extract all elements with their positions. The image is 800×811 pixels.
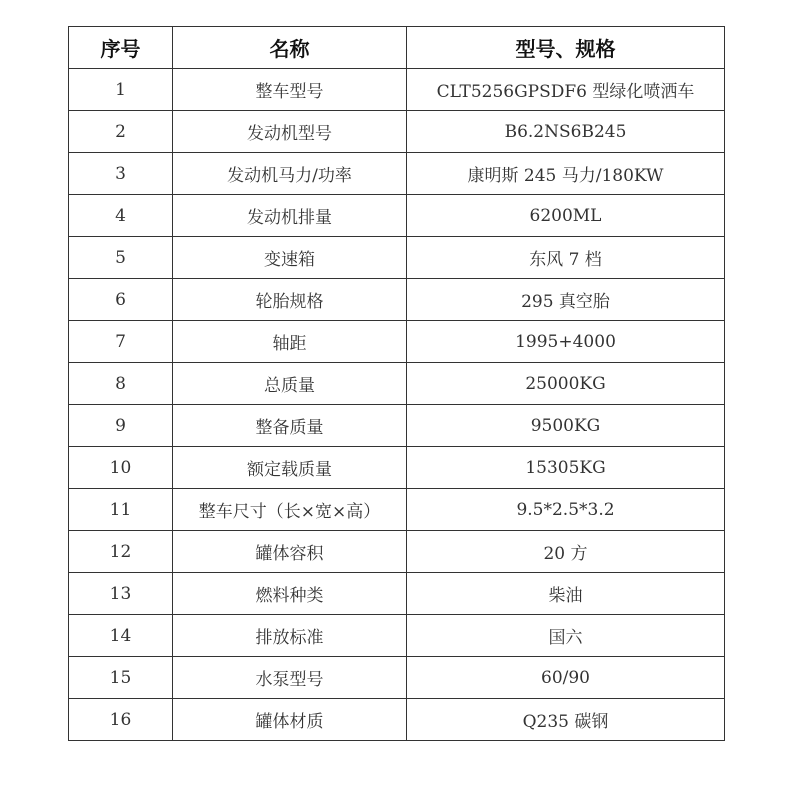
table-row <box>69 699 725 741</box>
cell-name: 罐体材质 <box>173 699 407 741</box>
cell-spec: 20 方 <box>407 531 725 573</box>
table-row <box>69 69 725 111</box>
table-row <box>69 489 725 531</box>
table-row <box>69 531 725 573</box>
cell-spec: B6.2NS6B245 <box>407 111 725 153</box>
cell-name: 排放标准 <box>173 615 407 657</box>
table-row <box>69 195 725 237</box>
table-row <box>69 321 725 363</box>
cell-no: 8 <box>69 363 173 405</box>
cell-no: 6 <box>69 279 173 321</box>
cell-no: 13 <box>69 573 173 615</box>
cell-name: 变速箱 <box>173 237 407 279</box>
cell-spec: 东风 7 档 <box>407 237 725 279</box>
table-row <box>69 573 725 615</box>
cell-spec: 柴油 <box>407 573 725 615</box>
cell-spec: 1995+4000 <box>407 321 725 363</box>
cell-no: 11 <box>69 489 173 531</box>
cell-no: 16 <box>69 699 173 741</box>
table-row <box>69 405 725 447</box>
cell-name: 总质量 <box>173 363 407 405</box>
cell-no: 15 <box>69 657 173 699</box>
cell-name: 轮胎规格 <box>173 279 407 321</box>
cell-name: 燃料种类 <box>173 573 407 615</box>
cell-spec: CLT5256GPSDF6 型绿化喷洒车 <box>407 69 725 111</box>
table-body <box>69 69 725 741</box>
table-row <box>69 447 725 489</box>
cell-spec: 295 真空胎 <box>407 279 725 321</box>
cell-spec: 9.5*2.5*3.2 <box>407 489 725 531</box>
cell-no: 3 <box>69 153 173 195</box>
table-row <box>69 237 725 279</box>
cell-no: 4 <box>69 195 173 237</box>
header-no: 序号 <box>69 27 173 69</box>
cell-name: 发动机排量 <box>173 195 407 237</box>
cell-name: 发动机马力/功率 <box>173 153 407 195</box>
cell-no: 12 <box>69 531 173 573</box>
cell-no: 9 <box>69 405 173 447</box>
cell-no: 10 <box>69 447 173 489</box>
cell-name: 整备质量 <box>173 405 407 447</box>
cell-name: 额定载质量 <box>173 447 407 489</box>
table-row <box>69 279 725 321</box>
table-row <box>69 657 725 699</box>
table-row <box>69 153 725 195</box>
table-row <box>69 111 725 153</box>
cell-name: 轴距 <box>173 321 407 363</box>
cell-name: 整车型号 <box>173 69 407 111</box>
header-spec: 型号、规格 <box>407 27 725 69</box>
cell-spec: 25000KG <box>407 363 725 405</box>
cell-name: 水泵型号 <box>173 657 407 699</box>
cell-spec: 康明斯 245 马力/180KW <box>407 153 725 195</box>
cell-spec: 6200ML <box>407 195 725 237</box>
cell-no: 1 <box>69 69 173 111</box>
table-row <box>69 363 725 405</box>
cell-no: 14 <box>69 615 173 657</box>
cell-name: 整车尺寸（长×宽×高） <box>173 489 407 531</box>
cell-name: 发动机型号 <box>173 111 407 153</box>
cell-spec: Q235 碳钢 <box>407 699 725 741</box>
table-row <box>69 615 725 657</box>
cell-spec: 60/90 <box>407 657 725 699</box>
header-name: 名称 <box>173 27 407 69</box>
header-row <box>69 27 725 69</box>
cell-name: 罐体容积 <box>173 531 407 573</box>
cell-no: 7 <box>69 321 173 363</box>
cell-spec: 15305KG <box>407 447 725 489</box>
cell-no: 2 <box>69 111 173 153</box>
cell-spec: 9500KG <box>407 405 725 447</box>
cell-no: 5 <box>69 237 173 279</box>
spec-table <box>68 26 725 741</box>
cell-spec: 国六 <box>407 615 725 657</box>
table-header <box>69 27 725 69</box>
